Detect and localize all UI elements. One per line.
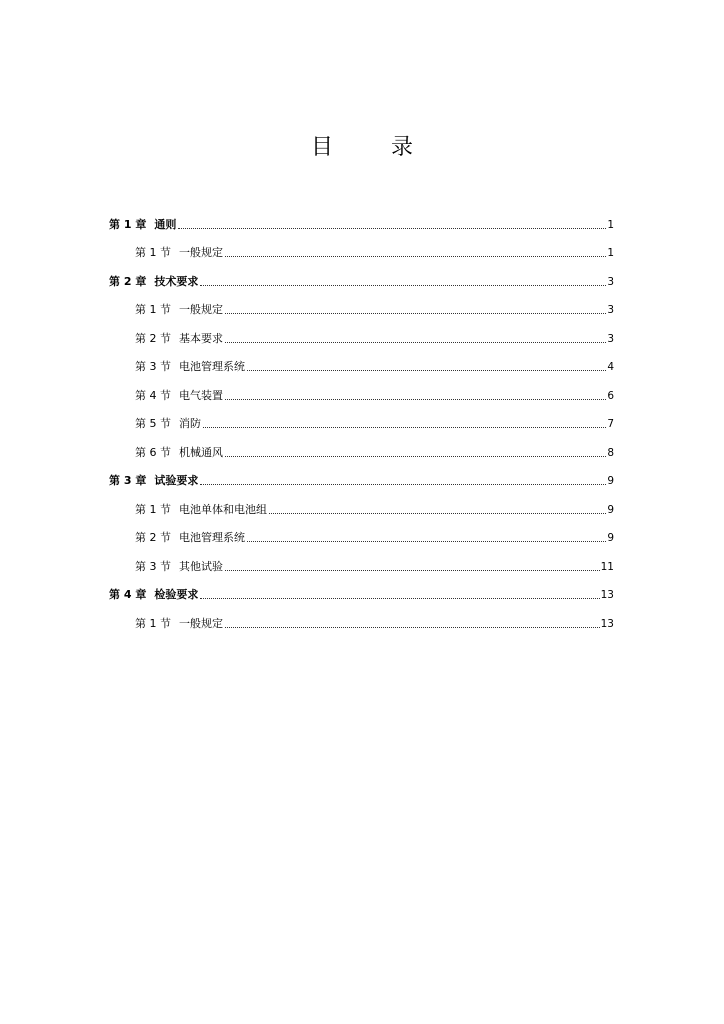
toc-page-number: 4 — [607, 361, 614, 373]
toc-entry-number: 第 4 节 — [135, 388, 171, 402]
toc-entry-title: 基本要求 — [179, 331, 223, 345]
toc-entry-number: 第 3 节 — [135, 360, 171, 373]
toc-section-2-4[interactable] — [109, 374, 614, 403]
toc-entry-title: 电池单体和电池组 — [179, 502, 267, 516]
toc-page-number: 1 — [607, 247, 614, 259]
toc-chapter-4[interactable] — [109, 574, 614, 603]
dot-leader — [200, 284, 606, 286]
toc-entry-number: 第 3 节 — [135, 559, 171, 573]
dot-leader — [203, 426, 606, 428]
toc-section-2-6[interactable] — [109, 431, 614, 460]
toc-entry-number: 第 2 章 — [109, 274, 147, 288]
toc-page-number: 11 — [600, 560, 614, 573]
toc-page-number: 13 — [600, 617, 614, 630]
toc-entry-title: 一般规定 — [179, 246, 223, 259]
toc-page-number: 13 — [600, 589, 614, 601]
toc-entry-title: 检验要求 — [154, 588, 199, 601]
toc-chapter-3[interactable] — [109, 460, 614, 489]
dot-leader — [225, 398, 606, 400]
toc-page-number: 8 — [607, 446, 614, 459]
toc-entry-title: 其他试验 — [179, 559, 223, 573]
table-of-contents — [109, 203, 614, 631]
toc-entry-title: 一般规定 — [179, 303, 223, 316]
toc-entry-title: 试验要求 — [154, 474, 199, 487]
toc-page-number: 9 — [607, 532, 614, 544]
toc-entry-number: 第 1 节 — [135, 502, 171, 516]
toc-entry-number: 第 2 节 — [135, 331, 171, 345]
dot-leader — [225, 255, 606, 257]
toc-entry-number: 第 3 章 — [109, 474, 147, 487]
toc-entry-title: 消防 — [179, 417, 201, 430]
toc-section-2-3[interactable] — [109, 346, 614, 375]
toc-chapter-1[interactable] — [109, 203, 614, 232]
toc-entry-number: 第 4 章 — [109, 588, 147, 601]
toc-entry-title: 电池管理系统 — [179, 360, 245, 373]
toc-page-number: 1 — [607, 218, 614, 231]
toc-entry-number: 第 1 节 — [135, 246, 171, 259]
dot-leader — [225, 455, 606, 457]
toc-entry-title: 技术要求 — [154, 274, 199, 288]
toc-entry-number: 第 6 节 — [135, 445, 171, 459]
toc-section-2-5[interactable] — [109, 403, 614, 432]
dot-leader — [225, 341, 606, 343]
toc-section-2-1[interactable] — [109, 289, 614, 318]
toc-entry-title: 通则 — [154, 217, 177, 231]
dot-leader — [200, 483, 606, 485]
dot-leader — [225, 312, 606, 314]
toc-section-3-3[interactable] — [109, 545, 614, 574]
toc-page-number: 7 — [607, 418, 614, 430]
toc-entry-title: 电池管理系统 — [179, 531, 245, 544]
toc-entry-title: 机械通风 — [179, 445, 223, 459]
dot-leader — [225, 569, 600, 571]
toc-entry-number: 第 1 节 — [135, 303, 171, 316]
toc-section-3-2[interactable] — [109, 517, 614, 546]
toc-entry-number: 第 1 章 — [109, 217, 147, 231]
toc-page-number: 6 — [607, 389, 614, 402]
toc-chapter-2[interactable] — [109, 260, 614, 289]
toc-entry-title: 电气装置 — [179, 388, 223, 402]
toc-entry-number: 第 2 节 — [135, 531, 171, 544]
toc-section-2-2[interactable] — [109, 317, 614, 346]
toc-entry-number: 第 5 节 — [135, 417, 171, 430]
toc-entry-number: 第 1 节 — [135, 616, 171, 630]
toc-section-1-1[interactable] — [109, 232, 614, 261]
dot-leader — [247, 540, 606, 542]
toc-page-number: 3 — [607, 304, 614, 316]
dot-leader — [247, 369, 606, 371]
toc-entry-title: 一般规定 — [179, 616, 223, 630]
page-title: 目 录 — [310, 135, 431, 160]
toc-page-number: 3 — [607, 332, 614, 345]
dot-leader — [178, 227, 606, 229]
toc-page-number: 9 — [607, 503, 614, 516]
toc-section-3-1[interactable] — [109, 488, 614, 517]
toc-page-number: 3 — [607, 275, 614, 288]
dot-leader — [269, 512, 606, 514]
dot-leader — [225, 626, 600, 628]
dot-leader — [200, 597, 599, 599]
toc-page-number: 9 — [607, 475, 614, 487]
toc-section-4-1[interactable] — [109, 602, 614, 631]
